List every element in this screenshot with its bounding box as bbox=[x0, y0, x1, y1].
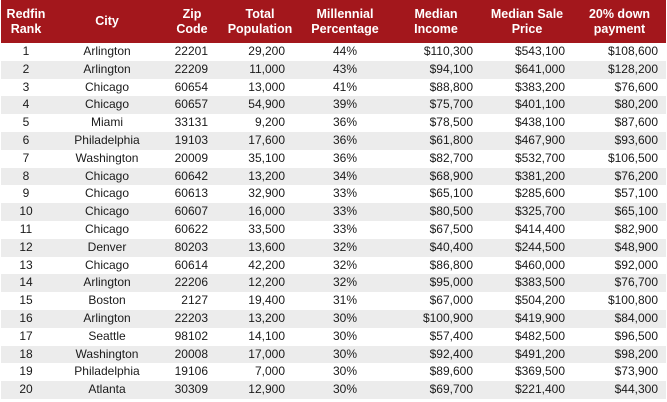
cell-population: 16,000 bbox=[221, 203, 299, 221]
cell-median-sale-price: $383,500 bbox=[481, 274, 573, 292]
cell-rank: 2 bbox=[1, 61, 51, 79]
cell-median-income: $69,700 bbox=[391, 381, 481, 399]
cell-millennial-percentage: 34% bbox=[299, 168, 391, 186]
cell-population: 33,500 bbox=[221, 221, 299, 239]
cell-population: 17,000 bbox=[221, 346, 299, 364]
cell-population: 13,600 bbox=[221, 239, 299, 257]
cell-zip: 22201 bbox=[163, 43, 221, 61]
cell-rank: 14 bbox=[1, 274, 51, 292]
cell-rank: 3 bbox=[1, 79, 51, 97]
cell-down-payment: $96,500 bbox=[573, 328, 666, 346]
cell-zip: 60642 bbox=[163, 168, 221, 186]
cell-zip: 60657 bbox=[163, 96, 221, 114]
cell-zip: 60614 bbox=[163, 257, 221, 275]
cell-city: Boston bbox=[51, 292, 163, 310]
cell-population: 13,200 bbox=[221, 168, 299, 186]
table-row bbox=[1, 61, 666, 79]
cell-millennial-percentage: 33% bbox=[299, 185, 391, 203]
cell-median-income: $100,900 bbox=[391, 310, 481, 328]
cell-rank: 17 bbox=[1, 328, 51, 346]
table-row bbox=[1, 328, 666, 346]
cell-zip: 2127 bbox=[163, 292, 221, 310]
cell-population: 29,200 bbox=[221, 43, 299, 61]
cell-city: Chicago bbox=[51, 257, 163, 275]
cell-median-sale-price: $491,200 bbox=[481, 346, 573, 364]
cell-median-sale-price: $401,100 bbox=[481, 96, 573, 114]
table-body bbox=[1, 43, 666, 399]
cell-rank: 4 bbox=[1, 96, 51, 114]
cell-city: Seattle bbox=[51, 328, 163, 346]
cell-rank: 7 bbox=[1, 150, 51, 168]
cell-median-income: $92,400 bbox=[391, 346, 481, 364]
cell-rank: 10 bbox=[1, 203, 51, 221]
cell-median-income: $61,800 bbox=[391, 132, 481, 150]
table-row bbox=[1, 310, 666, 328]
cell-zip: 60613 bbox=[163, 185, 221, 203]
cell-population: 13,200 bbox=[221, 310, 299, 328]
cell-millennial-percentage: 36% bbox=[299, 132, 391, 150]
cell-zip: 60622 bbox=[163, 221, 221, 239]
cell-millennial-percentage: 30% bbox=[299, 328, 391, 346]
cell-median-sale-price: $244,500 bbox=[481, 239, 573, 257]
table-header bbox=[1, 0, 666, 43]
table-row bbox=[1, 274, 666, 292]
cell-population: 7,000 bbox=[221, 363, 299, 381]
cell-down-payment: $100,800 bbox=[573, 292, 666, 310]
cell-zip: 33131 bbox=[163, 114, 221, 132]
cell-rank: 6 bbox=[1, 132, 51, 150]
cell-down-payment: $73,900 bbox=[573, 363, 666, 381]
cell-rank: 19 bbox=[1, 363, 51, 381]
cell-rank: 5 bbox=[1, 114, 51, 132]
cell-median-income: $86,800 bbox=[391, 257, 481, 275]
cell-millennial-percentage: 36% bbox=[299, 114, 391, 132]
cell-median-sale-price: $467,900 bbox=[481, 132, 573, 150]
table-row bbox=[1, 221, 666, 239]
cell-median-income: $110,300 bbox=[391, 43, 481, 61]
header-row bbox=[1, 0, 666, 43]
cell-median-income: $67,500 bbox=[391, 221, 481, 239]
table-row bbox=[1, 150, 666, 168]
cell-city: Chicago bbox=[51, 221, 163, 239]
cell-median-sale-price: $381,200 bbox=[481, 168, 573, 186]
cell-median-sale-price: $414,400 bbox=[481, 221, 573, 239]
header-rank: Redfin Rank bbox=[1, 0, 51, 43]
header-price: Median Sale Price bbox=[481, 0, 573, 43]
cell-median-income: $94,100 bbox=[391, 61, 481, 79]
cell-zip: 22209 bbox=[163, 61, 221, 79]
header-zip: Zip Code bbox=[163, 0, 221, 43]
cell-rank: 15 bbox=[1, 292, 51, 310]
header-population: Total Population bbox=[221, 0, 299, 43]
cell-median-income: $80,500 bbox=[391, 203, 481, 221]
header-down-payment: 20% down payment bbox=[573, 0, 666, 43]
table-row bbox=[1, 43, 666, 61]
table-row bbox=[1, 114, 666, 132]
cell-population: 11,000 bbox=[221, 61, 299, 79]
cell-city: Washington bbox=[51, 346, 163, 364]
millennial-zip-table bbox=[1, 0, 666, 399]
cell-median-income: $89,600 bbox=[391, 363, 481, 381]
cell-zip: 22203 bbox=[163, 310, 221, 328]
cell-city: Atlanta bbox=[51, 381, 163, 399]
cell-down-payment: $98,200 bbox=[573, 346, 666, 364]
cell-down-payment: $48,900 bbox=[573, 239, 666, 257]
cell-millennial-percentage: 36% bbox=[299, 150, 391, 168]
cell-down-payment: $128,200 bbox=[573, 61, 666, 79]
cell-median-income: $65,100 bbox=[391, 185, 481, 203]
cell-median-income: $88,800 bbox=[391, 79, 481, 97]
cell-zip: 19106 bbox=[163, 363, 221, 381]
cell-median-sale-price: $419,900 bbox=[481, 310, 573, 328]
cell-city: Chicago bbox=[51, 79, 163, 97]
cell-median-income: $78,500 bbox=[391, 114, 481, 132]
cell-rank: 11 bbox=[1, 221, 51, 239]
cell-median-sale-price: $221,400 bbox=[481, 381, 573, 399]
cell-down-payment: $65,100 bbox=[573, 203, 666, 221]
cell-down-payment: $80,200 bbox=[573, 96, 666, 114]
cell-millennial-percentage: 30% bbox=[299, 363, 391, 381]
cell-zip: 30309 bbox=[163, 381, 221, 399]
cell-down-payment: $76,700 bbox=[573, 274, 666, 292]
cell-population: 14,100 bbox=[221, 328, 299, 346]
cell-down-payment: $108,600 bbox=[573, 43, 666, 61]
cell-zip: 80203 bbox=[163, 239, 221, 257]
cell-median-income: $95,000 bbox=[391, 274, 481, 292]
cell-population: 19,400 bbox=[221, 292, 299, 310]
cell-millennial-percentage: 32% bbox=[299, 239, 391, 257]
cell-rank: 9 bbox=[1, 185, 51, 203]
cell-median-sale-price: $325,700 bbox=[481, 203, 573, 221]
table-row bbox=[1, 257, 666, 275]
cell-rank: 12 bbox=[1, 239, 51, 257]
cell-city: Philadelphia bbox=[51, 132, 163, 150]
cell-rank: 18 bbox=[1, 346, 51, 364]
cell-zip: 60607 bbox=[163, 203, 221, 221]
cell-population: 12,200 bbox=[221, 274, 299, 292]
cell-millennial-percentage: 33% bbox=[299, 203, 391, 221]
cell-median-sale-price: $460,000 bbox=[481, 257, 573, 275]
cell-population: 9,200 bbox=[221, 114, 299, 132]
table-row bbox=[1, 381, 666, 399]
cell-millennial-percentage: 39% bbox=[299, 96, 391, 114]
table-row bbox=[1, 132, 666, 150]
cell-zip: 98102 bbox=[163, 328, 221, 346]
header-millennial: Millennial Percentage bbox=[299, 0, 391, 43]
cell-city: Chicago bbox=[51, 96, 163, 114]
cell-median-sale-price: $504,200 bbox=[481, 292, 573, 310]
cell-millennial-percentage: 43% bbox=[299, 61, 391, 79]
cell-zip: 20009 bbox=[163, 150, 221, 168]
cell-down-payment: $92,000 bbox=[573, 257, 666, 275]
table-row bbox=[1, 185, 666, 203]
cell-zip: 60654 bbox=[163, 79, 221, 97]
cell-median-income: $67,000 bbox=[391, 292, 481, 310]
cell-median-income: $75,700 bbox=[391, 96, 481, 114]
cell-median-sale-price: $543,100 bbox=[481, 43, 573, 61]
cell-city: Chicago bbox=[51, 185, 163, 203]
table-row bbox=[1, 79, 666, 97]
cell-city: Arlington bbox=[51, 310, 163, 328]
cell-median-income: $57,400 bbox=[391, 328, 481, 346]
cell-median-sale-price: $641,000 bbox=[481, 61, 573, 79]
cell-population: 32,900 bbox=[221, 185, 299, 203]
cell-zip: 20008 bbox=[163, 346, 221, 364]
header-city: City bbox=[51, 0, 163, 43]
cell-city: Chicago bbox=[51, 203, 163, 221]
cell-down-payment: $84,000 bbox=[573, 310, 666, 328]
table-row bbox=[1, 292, 666, 310]
cell-down-payment: $44,300 bbox=[573, 381, 666, 399]
cell-zip: 19103 bbox=[163, 132, 221, 150]
cell-population: 13,000 bbox=[221, 79, 299, 97]
cell-down-payment: $106,500 bbox=[573, 150, 666, 168]
cell-millennial-percentage: 30% bbox=[299, 381, 391, 399]
cell-median-sale-price: $532,700 bbox=[481, 150, 573, 168]
cell-city: Arlington bbox=[51, 43, 163, 61]
cell-down-payment: $76,200 bbox=[573, 168, 666, 186]
cell-median-sale-price: $383,200 bbox=[481, 79, 573, 97]
table-row bbox=[1, 363, 666, 381]
cell-rank: 20 bbox=[1, 381, 51, 399]
cell-city: Miami bbox=[51, 114, 163, 132]
cell-median-sale-price: $285,600 bbox=[481, 185, 573, 203]
cell-down-payment: $87,600 bbox=[573, 114, 666, 132]
cell-rank: 13 bbox=[1, 257, 51, 275]
cell-millennial-percentage: 32% bbox=[299, 257, 391, 275]
cell-population: 42,200 bbox=[221, 257, 299, 275]
cell-median-sale-price: $369,500 bbox=[481, 363, 573, 381]
cell-millennial-percentage: 41% bbox=[299, 79, 391, 97]
table-row bbox=[1, 346, 666, 364]
cell-city: Arlington bbox=[51, 274, 163, 292]
cell-median-sale-price: $482,500 bbox=[481, 328, 573, 346]
cell-rank: 16 bbox=[1, 310, 51, 328]
cell-millennial-percentage: 33% bbox=[299, 221, 391, 239]
cell-city: Philadelphia bbox=[51, 363, 163, 381]
table-row bbox=[1, 168, 666, 186]
cell-zip: 22206 bbox=[163, 274, 221, 292]
cell-city: Denver bbox=[51, 239, 163, 257]
cell-city: Arlington bbox=[51, 61, 163, 79]
cell-city: Washington bbox=[51, 150, 163, 168]
cell-rank: 8 bbox=[1, 168, 51, 186]
cell-millennial-percentage: 30% bbox=[299, 310, 391, 328]
cell-median-income: $68,900 bbox=[391, 168, 481, 186]
cell-down-payment: $57,100 bbox=[573, 185, 666, 203]
cell-millennial-percentage: 31% bbox=[299, 292, 391, 310]
cell-population: 12,900 bbox=[221, 381, 299, 399]
cell-down-payment: $93,600 bbox=[573, 132, 666, 150]
table-row bbox=[1, 239, 666, 257]
header-income: Median Income bbox=[391, 0, 481, 43]
table-row bbox=[1, 203, 666, 221]
cell-median-income: $40,400 bbox=[391, 239, 481, 257]
cell-down-payment: $82,900 bbox=[573, 221, 666, 239]
table-row bbox=[1, 96, 666, 114]
cell-millennial-percentage: 32% bbox=[299, 274, 391, 292]
cell-down-payment: $76,600 bbox=[573, 79, 666, 97]
cell-median-income: $82,700 bbox=[391, 150, 481, 168]
cell-millennial-percentage: 44% bbox=[299, 43, 391, 61]
cell-population: 35,100 bbox=[221, 150, 299, 168]
cell-median-sale-price: $438,100 bbox=[481, 114, 573, 132]
cell-millennial-percentage: 30% bbox=[299, 346, 391, 364]
cell-population: 17,600 bbox=[221, 132, 299, 150]
cell-city: Chicago bbox=[51, 168, 163, 186]
cell-rank: 1 bbox=[1, 43, 51, 61]
cell-population: 54,900 bbox=[221, 96, 299, 114]
